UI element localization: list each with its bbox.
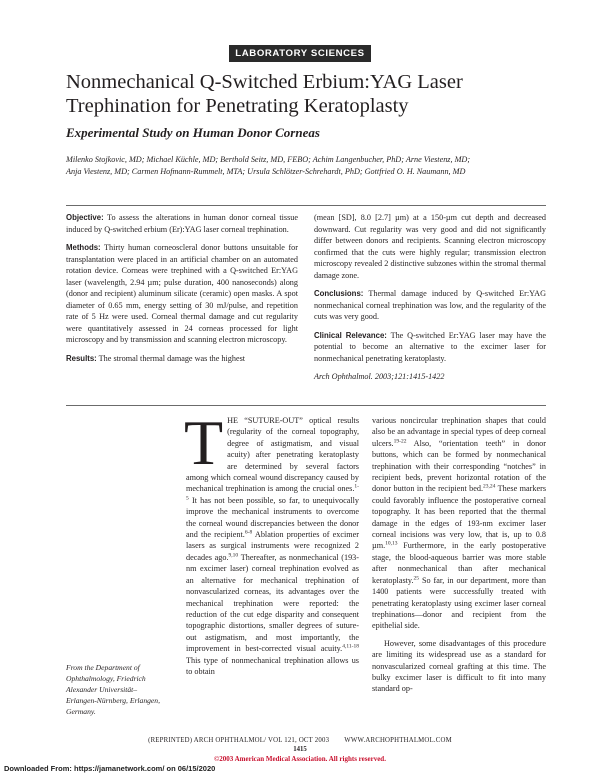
abstract-conclusions — [314, 288, 546, 323]
cont-d: Furthermore, in the early postoperative stage, the blood-aqueous barrier was more stable after nonmechanical than after mechanical keratoplasty. — [372, 541, 546, 585]
methods-label: Methods: — [66, 243, 101, 252]
results-continued: (mean [SD], 8.0 [2.7] µm) at a 150-µm cut depth and decreased downward. Cut regularity was very good and did not significantly differ between donors and recipients. Scanning electron microscopy confirmed that the cuts were highly regular; transmission electron microscopy revealed 2 distinctive subzones within the stromal thermal damage zone. — [314, 213, 546, 280]
objective-text: To assess the alterations in human donor corneal tissue induced by Q-switched erbium (Er):YAG laser corneal trephination. — [66, 213, 298, 234]
abstract-left-column — [66, 212, 298, 371]
section-tag: LABORATORY SCIENCES — [229, 45, 371, 62]
abstract-objective — [66, 212, 298, 235]
results-label: Results: — [66, 353, 97, 363]
citation: Arch Ophthalmol. 2003;121:1415-1422 — [314, 372, 445, 381]
authors-line-1: Milenko Stojkovic, MD; Michael Küchle, MD; Berthold Seitz, MD, FEBO; Achim Langenbucher, PhD; Arne Viestenz, MD; — [66, 155, 471, 164]
cont-b: Also, “orientation teeth” in donor buttons, which can be formed by nonmechanical trephination with their corresponding “notches” in recipient beds, prevent horizontal rotation of the donor button in the recipient bed. — [372, 438, 546, 494]
page-number: 1415 — [293, 746, 307, 753]
authors-line-2: Anja Viestenz, MD; Carmen Hofmann-Rummelt, MTA; Ursula Schlötzer-Schrehardt, PhD; Gottfried O. H. Naumann, MD — [66, 166, 466, 176]
rule-top — [66, 205, 546, 206]
intro-a: It has not been possible, so far, to unequivocally improve the mechanical instruments to overcome the corneal wound discrepancies between the donor and the recipient. — [186, 495, 359, 540]
body-column-1 — [184, 407, 360, 677]
methods-text: Thirty human corneoscleral donor buttons unsuitable for transplantation were placed in an artificial chamber on an automated rotation device. Corneas were trephined with a Q-switched Er:YAG laser (wavelength, 2.94 µm; pulse duration, 400 nanoseconds) along (donor and recipient) aluminum silicate (ceramic) open masks. A spot diameter of 0.65 mm, energy setting of 30 mJ/pulse, and repetition rate of 5 Hz were used. Corneal thermal damage and cut regularity were quantitatively assessed in 24 corneas processed for light microscopy and by transmission and scanning electron microscopy. — [66, 243, 298, 344]
copyright-line: ©2003 American Medical Association. All rights reserved. — [214, 755, 386, 763]
conclusions-text: Thermal damage induced by Q-switched Er:YAG nonmechanical corneal trephination was low, and the regularity of the cuts was very good. — [314, 289, 546, 321]
ref-sup: 23,24 — [483, 483, 496, 490]
body-column-2 — [372, 415, 546, 695]
intro-d: This type of nonmechanical trephination allows us to obtain — [186, 655, 359, 676]
affiliation: From the Department of Ophthalmology, Friedrich Alexander Universität–Erlangen-Nürnberg, Erlangen, Germany. — [66, 663, 160, 716]
ref-sup: 9,10 — [228, 552, 239, 559]
abstract-right-column — [314, 212, 546, 390]
ref-sup: 25 — [413, 574, 420, 581]
author-list — [66, 154, 546, 177]
ref-sup: 4,11-18 — [342, 643, 359, 650]
download-watermark: Downloaded From: https://jamanetwork.com/ on 06/15/2020 — [4, 764, 216, 773]
cont-e: So far, in our department, more than 1400 patients were successfully treated with penetrating keratoplasty using excimer laser corneal trephinations—donor and recipient from the epithelial side. — [372, 575, 546, 631]
results-text: The stromal thermal damage was the highest — [96, 353, 246, 363]
article-title — [66, 70, 546, 118]
abstract-results — [66, 353, 298, 365]
relevance-text: The Q-switched Er:YAG laser may have the potential to become an alternative to the excimer laser for nonmechanical penetrating keratoplasty. — [314, 330, 546, 363]
intro-paragraph-cont — [372, 415, 546, 632]
conclusions-label: Conclusions: — [314, 289, 364, 298]
intro-start: HE “SUTURE-OUT” optical results (regularity of the corneal topography, degree of astigmatism, and visual acuity) after penetrating keratoplasty are determined by several factors among which corneal wound discrepancy caused by mechanical trephination is among the crucial ones. — [186, 416, 359, 494]
intro-b: Ablation properties of excimer lasers as surgical instruments were recognized 2 decades ago. — [186, 530, 360, 562]
objective-label: Objective: — [66, 213, 104, 222]
rule-bottom — [66, 405, 546, 406]
abstract-methods — [66, 242, 298, 346]
relevance-label: Clinical Relevance: — [314, 330, 387, 340]
ref-sup: 6-8 — [244, 529, 253, 536]
footer-journal-line: (REPRINTED) ARCH OPHTHALMOL/ VOL 121, OCT 2003 WWW.ARCHOPHTHALMOL.COM — [148, 737, 452, 744]
ref-sup: 1-5 — [186, 483, 359, 502]
cont-a: various noncircular trephination shapes that could also be an advantage in special types of deep corneal ulcers. — [372, 416, 546, 448]
title-line-1: Nonmechanical Q-Switched Erbium:YAG Laser — [66, 71, 463, 93]
intro-c: Thereafter, as nonmechanical (193-nm excimer laser) corneal trephination evolved as an alternative for mechanical trephination of nonvascularized corneas, its advantages over the mechanical trephination were reported: the reduction of the cut edge disparity and consequent topographic distortions, smaller degrees of suture-out astigmatism, and most importantly, the improvement in best-corrected visual acuity. — [186, 552, 359, 654]
second-paragraph: However, some disadvantages of this procedure are limiting its widespread use as a standard for nonvascularized corneal grafting at this time. The bulky excimer laser is difficult to fit into many standard op- — [372, 638, 546, 694]
intro-paragraph — [184, 407, 360, 677]
abstract-relevance — [314, 330, 546, 365]
ref-sup: 10,13 — [385, 540, 398, 547]
title-line-2: Trephination for Penetrating Keratoplasty — [66, 95, 409, 117]
drop-cap: T — [184, 407, 224, 478]
article-subtitle: Experimental Study on Human Donor Corneas — [66, 125, 320, 140]
cont-c: These markers could favorably influence the postoperative corneal topography. It has been reported that the thermal damage in the edges of 193-nm excimer laser corneal incisions was very low, that is, up to 0.8 µm. — [372, 484, 547, 551]
ref-sup: 19-22 — [393, 438, 407, 445]
